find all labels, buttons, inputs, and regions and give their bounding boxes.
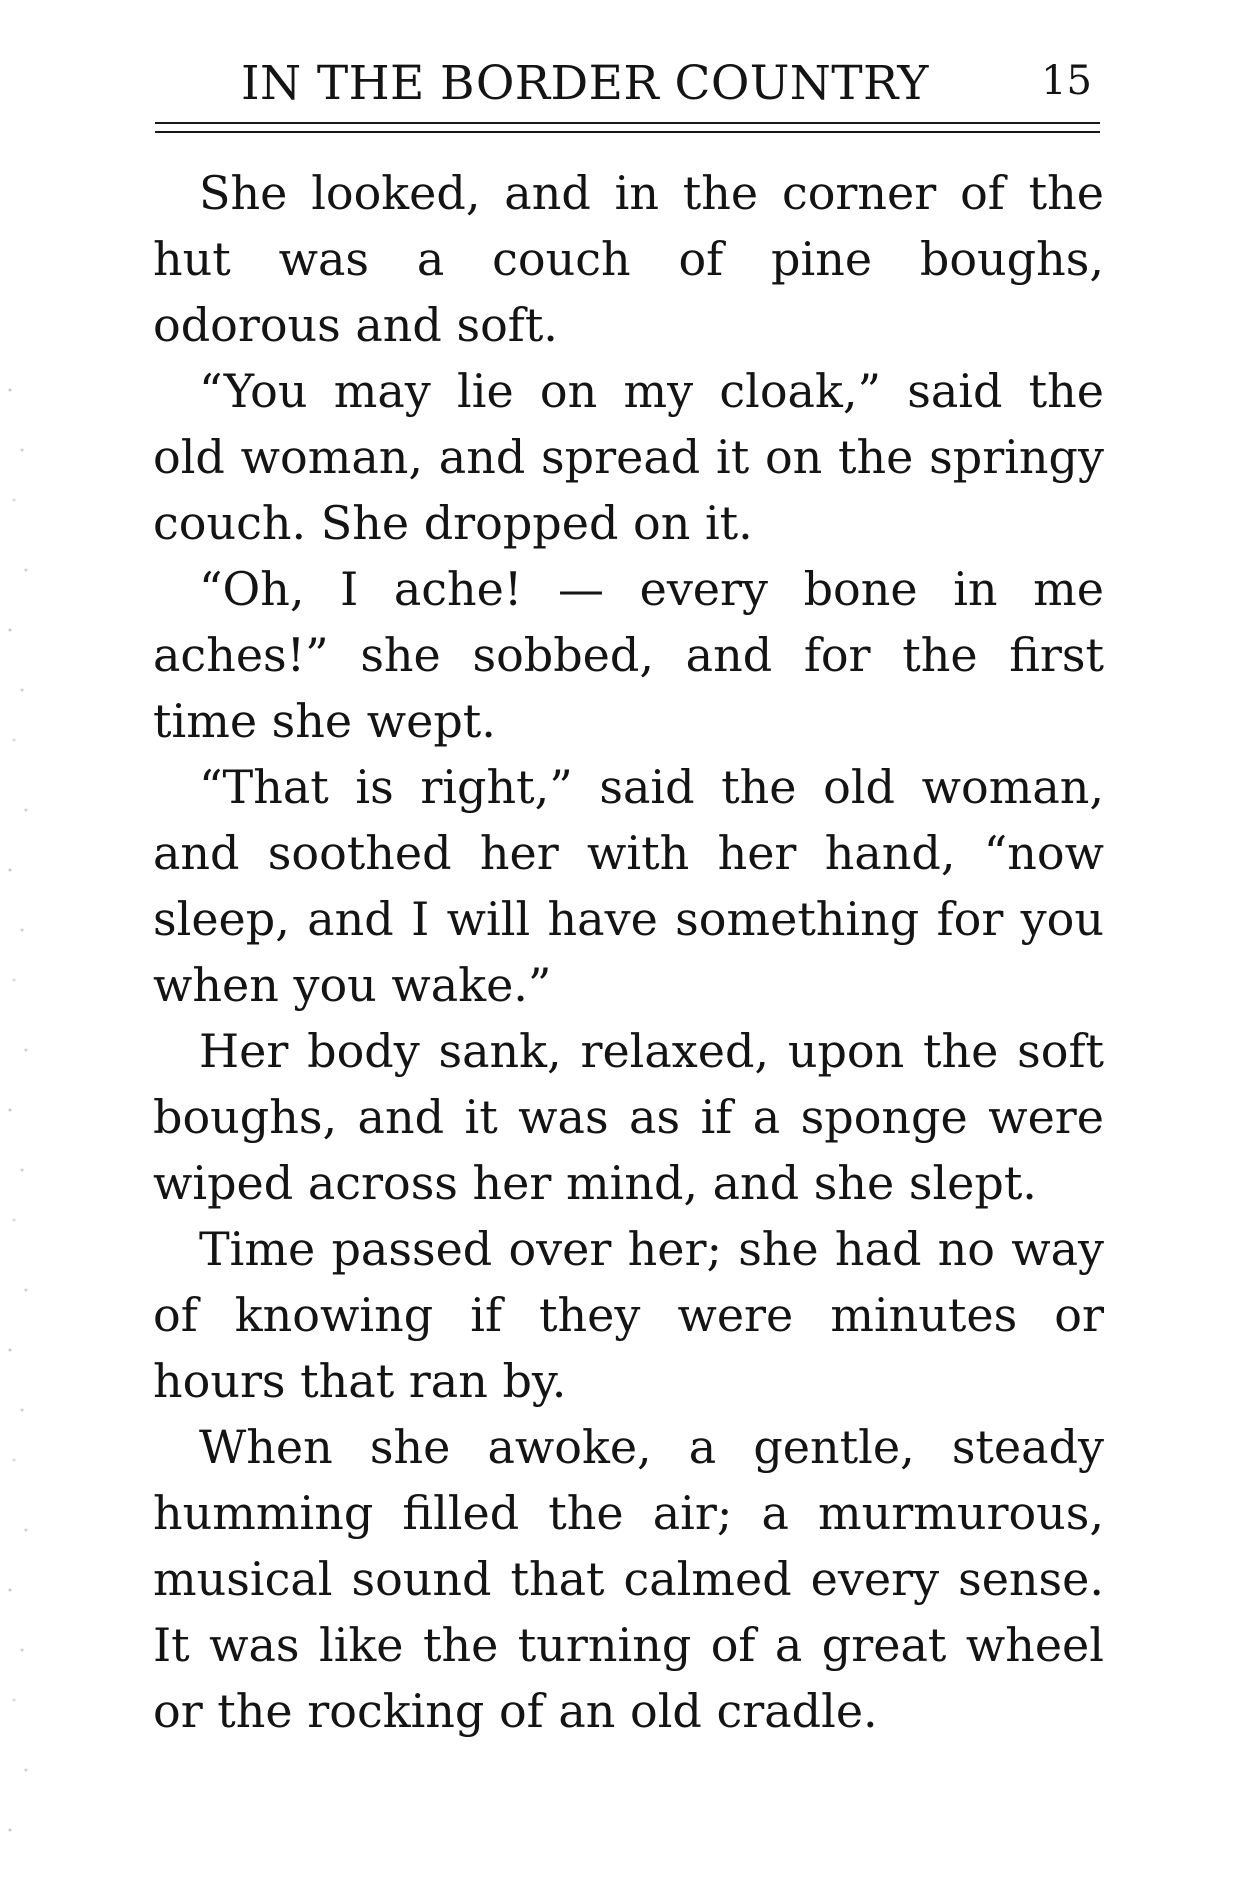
- paragraph-6: Time passed over her; she had no way of knowing if they were minutes or hours that ran by.: [153, 1222, 1104, 1408]
- paragraph-4: “That is right,” said the old woman, and soothed her with her hand, “now sleep, and I will have something for you when you wake.”: [153, 760, 1104, 1012]
- paragraph-1: She looked, and in the corner of the hut was a couch of pine boughs, odorous and soft.: [153, 166, 1104, 352]
- page-gutter-speckle: [0, 360, 36, 1860]
- paragraph-5: Her body sank, relaxed, upon the soft boughs, and it was as if a sponge were wiped across her mind, and she slept.: [153, 1024, 1104, 1210]
- header-double-rule: [155, 122, 1100, 133]
- paragraph-7: When she awoke, a gentle, steady humming filled the air; a murmurous, musical sound that calmed every sense. It was like the turning of a great wheel or the rocking of an old cradle.: [153, 1420, 1104, 1738]
- paragraph-3: “Oh, I ache! — every bone in me aches!” she sobbed, and for the first time she wept.: [153, 562, 1104, 748]
- body-text: [153, 160, 1104, 1744]
- paragraph-2: “You may lie on my cloak,” said the old woman, and spread it on the springy couch. She dropped on it.: [153, 364, 1104, 550]
- page-number: 15: [1041, 58, 1092, 104]
- page-header: [155, 40, 1100, 130]
- running-head: IN THE BORDER COUNTRY: [241, 56, 929, 111]
